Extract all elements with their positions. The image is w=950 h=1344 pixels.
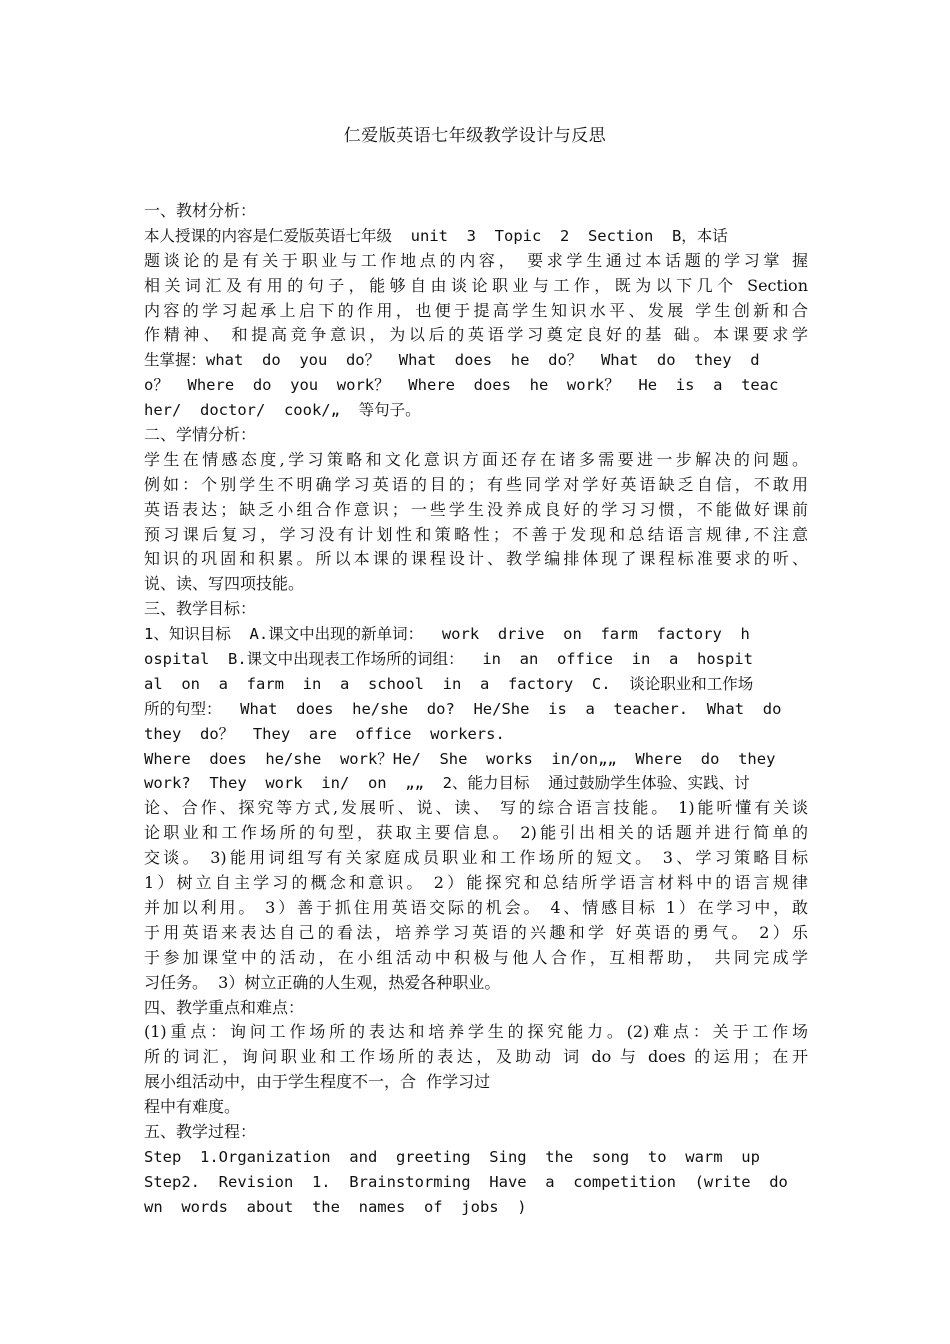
body-line: ospital B.课文中出现表工作场所的词组： in an office in a hospit bbox=[144, 650, 753, 669]
body-line: 1）树立自主学习的概念和意识。 2）能探究和总结所学语言材料中的语言规律 bbox=[144, 873, 808, 893]
body-line: wn words about the names of jobs ) bbox=[144, 1197, 527, 1216]
body-line: 说、读、写四项技能。 bbox=[144, 574, 305, 594]
body-line: 交谈。 3)能用词组写有关家庭成员职业和工作场所的短文。 3、学习策略目标 bbox=[144, 848, 808, 868]
body-line: 题谈论的是有关于职业与工作地点的内容， 要求学生通过本话题的学习掌 握 bbox=[144, 250, 808, 270]
body-line: 内容的学习起承上启下的作用，也便于提高学生知识水平、发展 学生创新和合 bbox=[144, 300, 808, 320]
body-line: 四、教学重点和难点： bbox=[144, 997, 305, 1017]
body-line: 所的词汇，询问职业和工作场所的表达，及助动 词 do 与 does 的运用；在开 bbox=[144, 1047, 808, 1067]
body-line: 英语表达；缺乏小组合作意识；一些学生没养成良好的学习习惯，不能做好课前 bbox=[144, 499, 808, 519]
body-line: 并加以利用。 3）善于抓住用英语交际的机会。 4、情感目标 1）在学习中，敢 bbox=[144, 897, 808, 917]
body-line: 展小组活动中，由于学生程度不一，合 作学习过 bbox=[144, 1072, 491, 1092]
body-line: 相关词汇及有用的句子，能够自由谈论职业与工作，既为以下几个 Section bbox=[144, 275, 808, 295]
body-line: 三、教学目标： bbox=[144, 599, 257, 619]
body-line: work? They work in/ on „„ 2、能力目标 通过鼓励学生体验、实践、讨 bbox=[144, 774, 750, 793]
body-line: 知识的巩固和积累。所以本课的课程设计、教学编排体现了课程标准要求的听、 bbox=[144, 549, 808, 569]
document-body bbox=[144, 199, 808, 1220]
body-line: 一、教材分析： bbox=[144, 201, 257, 220]
body-line: 于参加课堂中的活动，在小组活动中积极与他人合作，互相帮助， 共同完成学 bbox=[144, 947, 808, 967]
document-title: 仁爱版英语七年级教学设计与反思 bbox=[343, 126, 607, 146]
body-line: her/ doctor/ cook/„ 等句子。 bbox=[144, 401, 421, 420]
body-line: 论职业和工作场所的句型，获取主要信息。 2)能引出相关的话题并进行简单的 bbox=[144, 823, 808, 843]
body-line: 例如：个别学生不明确学习英语的目的；有些同学对学好英语缺乏自信，不敢用 bbox=[144, 474, 808, 494]
body-line: 作精神、 和提高竞争意识，为以后的英语学习奠定良好的基 础。本课要求学 bbox=[144, 325, 808, 345]
body-line: 所的句型： What does he/she do? He/She is a teacher. What do bbox=[144, 699, 782, 718]
body-line: they do？ They are office workers. bbox=[144, 724, 505, 743]
body-line: al on a farm in a school in a factory C. 谈论职业和工作场 bbox=[144, 674, 754, 693]
body-line: o？ Where do you work？ Where does he work？ He is a teac bbox=[144, 376, 779, 395]
body-line: 论、合作、探究等方式,发展听、说、读、 写的综合语言技能。 1)能听懂有关谈 bbox=[144, 798, 808, 818]
body-line: 学生在情感态度,学习策略和文化意识方面还存在诸多需要进一步解决的问题。 bbox=[144, 449, 808, 469]
body-line: Where does he/she work？He/ She works in/on„„ Where do they bbox=[144, 749, 776, 768]
body-line: 五、教学过程： bbox=[144, 1121, 257, 1141]
body-line: 习任务。 3）树立正确的人生观，热爱各种职业。 bbox=[144, 972, 501, 992]
body-line: 生掌握：what do you do？ What does he do？ What do they d bbox=[144, 351, 760, 370]
body-line: 预习课后复习，学习没有计划性和策略性；不善于发现和总结语言规律,不注意 bbox=[144, 524, 808, 544]
body-line: 二、学情分析： bbox=[144, 425, 257, 445]
body-line: (1)重点：询问工作场所的表达和培养学生的探究能力。(2)难点：关于工作场 bbox=[144, 1022, 808, 1042]
body-line: Step2. Revision 1. Brainstorming Have a competition (write do bbox=[144, 1172, 788, 1191]
body-line: Step 1.Organization and greeting Sing the song to warm up bbox=[144, 1147, 760, 1166]
body-line: 于用英语来表达自己的看法，培养学习英语的兴趣和学 好英语的勇气。 2）乐 bbox=[144, 922, 808, 942]
body-line: 1、知识目标 A.课文中出现的新单词： work drive on farm factory h bbox=[144, 625, 750, 644]
body-line: 本人授课的内容是仁爱版英语七年级 unit 3 Topic 2 Section B，本话 bbox=[144, 226, 728, 245]
body-line: 程中有难度。 bbox=[144, 1097, 241, 1117]
